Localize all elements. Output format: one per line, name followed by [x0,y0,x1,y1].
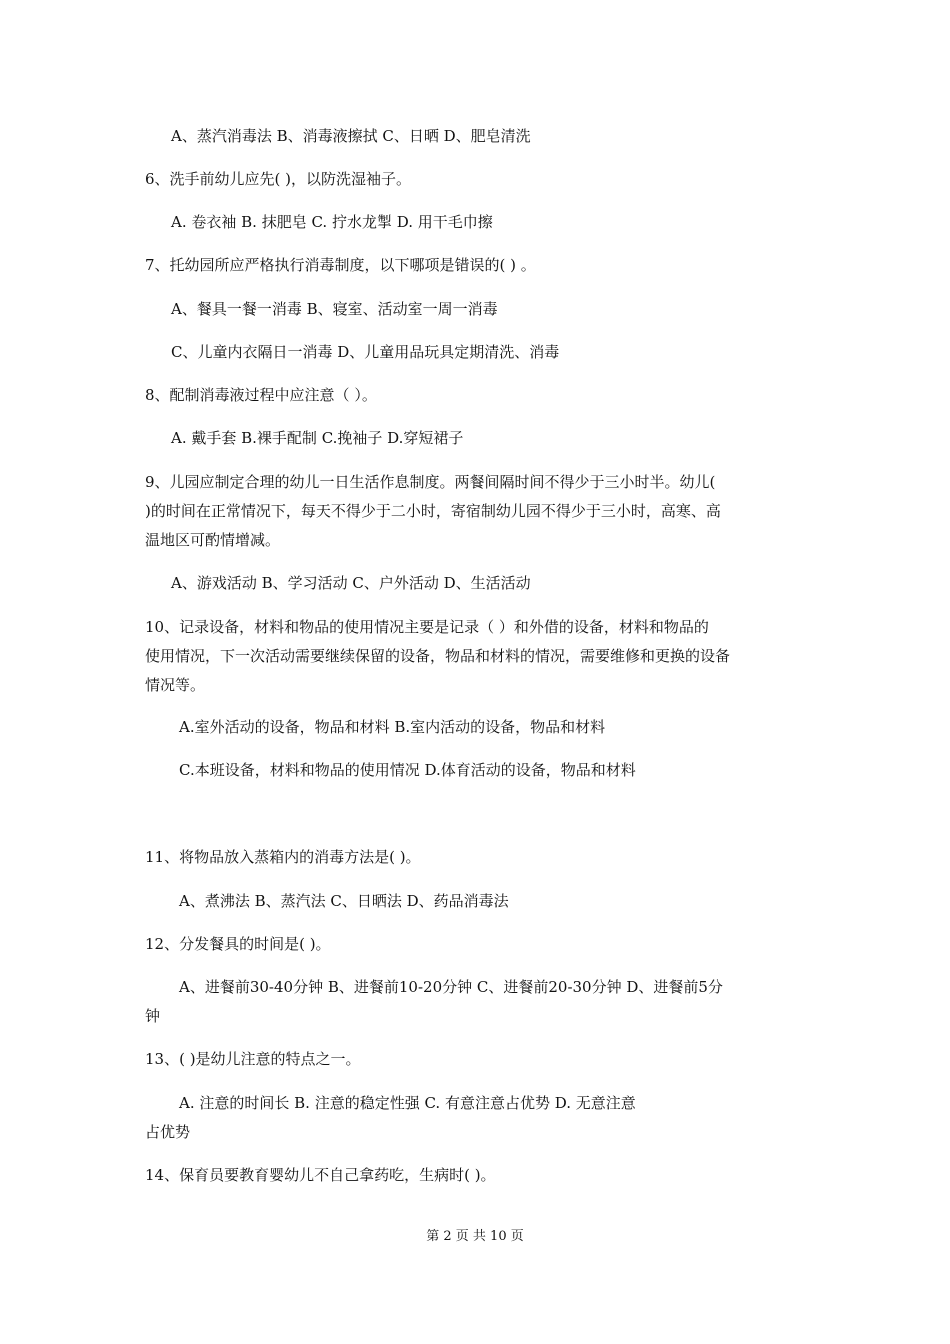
options-line: A、餐具一餐一消毒 B、寝室、活动室一周一消毒 [171,300,498,318]
question-7: 7、托幼园所应严格执行消毒制度，以下哪项是错误的( ) 。 [145,256,536,274]
question-6: 6、洗手前幼儿应先( )，以防洗湿袖子。 [145,170,412,188]
options-line: C、儿童内衣隔日一消毒 D、儿童用品玩具定期清洗、消毒 [171,343,560,361]
options-line-wrap: 占优势 [145,1123,191,1141]
options-line-wrap: 钟 [145,1007,161,1025]
page-footer: 第 2 页 共 10 页 [426,1229,524,1244]
question-12: 12、分发餐具的时间是( )。 [145,935,331,953]
options-line: A.室外活动的设备，物品和材料 B.室内活动的设备，物品和材料 [179,718,606,736]
options-line: A、蒸汽消毒法 B、消毒液擦拭 C、日晒 D、肥皂清洗 [171,127,531,145]
question-10-line-3: 情况等。 [145,676,206,694]
question-13: 13、( )是幼儿注意的特点之一。 [145,1050,361,1068]
options-line: C.本班设备，材料和物品的使用情况 D.体育活动的设备，物品和材料 [179,761,636,779]
question-9-line-1: 9、儿园应制定合理的幼儿一日生活作息制度。两餐间隔时间不得少于三小时半。幼儿( [145,473,716,491]
options-line: A、游戏活动 B、学习活动 C、户外活动 D、生活活动 [171,574,531,592]
question-14: 14、保育员要教育婴幼儿不自己拿药吃，生病时( )。 [145,1166,496,1184]
options-line: A. 卷衣袖 B. 抹肥皂 C. 拧水龙掣 D. 用干毛巾擦 [171,213,493,231]
question-10-line-1: 10、记录设备，材料和物品的使用情况主要是记录（ ）和外借的设备，材料和物品的 [145,618,709,636]
question-11: 11、将物品放入蒸箱内的消毒方法是( )。 [145,848,421,866]
options-line: A. 戴手套 B.裸手配制 C.挽袖子 D.穿短裙子 [171,429,464,447]
options-line: A、进餐前30-40分钟 B、进餐前10-20分钟 C、进餐前20-30分钟 D、进餐前5分 [179,978,723,996]
question-8: 8、配制消毒液过程中应注意（ ）。 [145,386,377,404]
options-line: A. 注意的时间长 B. 注意的稳定性强 C. 有意注意占优势 D. 无意注意 [179,1094,636,1112]
question-9-line-2: )的时间在正常情况下，每天不得少于二小时，寄宿制幼儿园不得少于三小时，高寒、高 [145,502,721,520]
options-line: A、煮沸法 B、蒸汽法 C、日晒法 D、药品消毒法 [179,892,509,910]
question-10-line-2: 使用情况，下一次活动需要继续保留的设备，物品和材料的情况，需要维修和更换的设备 [145,647,731,665]
question-9-line-3: 温地区可酌情增减。 [145,531,281,549]
